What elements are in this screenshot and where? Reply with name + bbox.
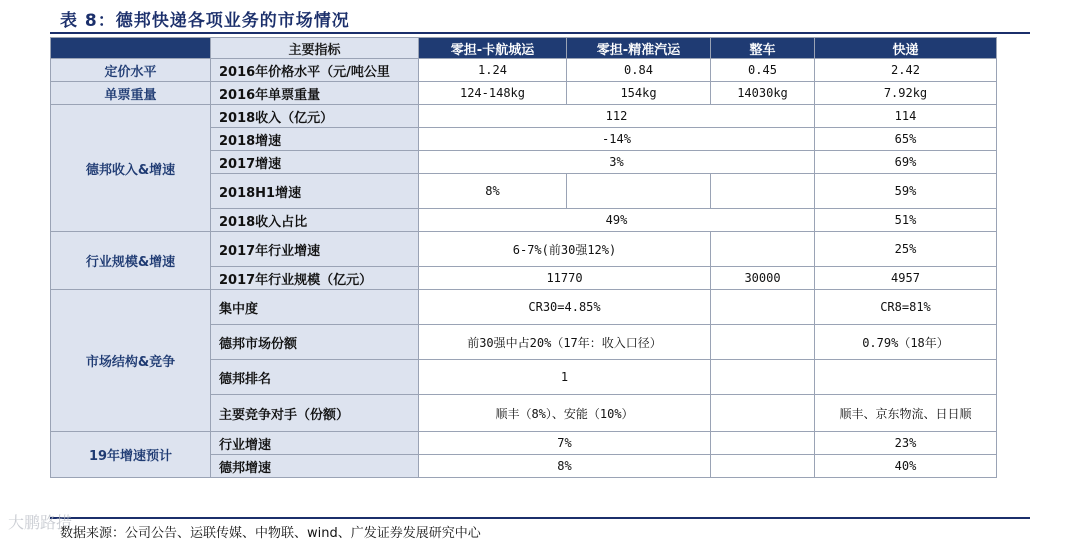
header-col2: 零担-精准汽运 [567, 38, 711, 59]
page-title: 表 8：德邦快递各项业务的市场情况 [60, 11, 350, 31]
table-row [51, 82, 997, 105]
watermark: 大鹏路措 [8, 513, 73, 532]
table-row [51, 290, 997, 325]
metric-weight: 2016年单票重量 [211, 82, 419, 105]
header-col4: 快递 [815, 38, 997, 59]
metric-debang-forecast: 德邦增速 [211, 455, 419, 478]
cell: 7% [419, 432, 711, 455]
header-blank-cell [51, 38, 211, 59]
cell: 114 [815, 105, 997, 128]
cell: 30000 [711, 267, 815, 290]
cell [711, 325, 815, 360]
cell: CR30=4.85% [419, 290, 711, 325]
cell: 1.24 [419, 59, 567, 82]
metric-rank: 德邦排名 [211, 360, 419, 395]
cell: 124-148kg [419, 82, 567, 105]
table-header-row [51, 38, 997, 59]
category-industry: 行业规模&增速 [51, 232, 211, 290]
cell: 25% [815, 232, 997, 267]
table-row [51, 232, 997, 267]
cell: 顺丰（8%）、安能（10%） [419, 395, 711, 432]
cell: 51% [815, 209, 997, 232]
table-row [51, 432, 997, 455]
category-market: 市场结构&竞争 [51, 290, 211, 432]
cell: 0.45 [711, 59, 815, 82]
cell: 0.79%（18年） [815, 325, 997, 360]
metric-revenue-2018: 2018收入（亿元） [211, 105, 419, 128]
table-row [51, 105, 997, 128]
category-weight: 单票重量 [51, 82, 211, 105]
source-note: 数据来源：公司公告、运联传媒、中物联、wind、广发证券发展研究中心 [60, 526, 481, 541]
metric-competitors: 主要竞争对手（份额） [211, 395, 419, 432]
cell: CR8=81% [815, 290, 997, 325]
title-rule [50, 32, 1030, 34]
footer-rule [50, 517, 1030, 519]
cell: 6-7%(前30强12%) [419, 232, 711, 267]
metric-growth-2018: 2018增速 [211, 128, 419, 151]
cell: 112 [419, 105, 815, 128]
cell [711, 395, 815, 432]
cell: 23% [815, 432, 997, 455]
metric-h1-growth: 2018H1增速 [211, 174, 419, 209]
cell: 69% [815, 151, 997, 174]
header-metric: 主要指标 [211, 38, 419, 59]
cell: 11770 [419, 267, 711, 290]
cell: 49% [419, 209, 815, 232]
cell: 8% [419, 455, 711, 478]
category-revenue: 德邦收入&增速 [51, 105, 211, 232]
cell: 14030kg [711, 82, 815, 105]
table-row [51, 59, 997, 82]
metric-market-share: 德邦市场份额 [211, 325, 419, 360]
cell [711, 455, 815, 478]
cell: 2.42 [815, 59, 997, 82]
header-col3: 整车 [711, 38, 815, 59]
cell [711, 432, 815, 455]
metric-revenue-share: 2018收入占比 [211, 209, 419, 232]
metric-growth-2017: 2017增速 [211, 151, 419, 174]
cell [711, 360, 815, 395]
metric-concentration: 集中度 [211, 290, 419, 325]
cell [711, 232, 815, 267]
cell: -14% [419, 128, 815, 151]
cell: 3% [419, 151, 815, 174]
metric-industry-growth: 2017年行业增速 [211, 232, 419, 267]
market-table [50, 37, 997, 478]
cell: 8% [419, 174, 567, 209]
cell: 154kg [567, 82, 711, 105]
cell: 59% [815, 174, 997, 209]
metric-price: 2016年价格水平（元/吨公里 [211, 59, 419, 82]
category-pricing: 定价水平 [51, 59, 211, 82]
cell: 顺丰、京东物流、日日顺 [815, 395, 997, 432]
cell [815, 360, 997, 395]
cell: 0.84 [567, 59, 711, 82]
cell: 40% [815, 455, 997, 478]
cell [567, 174, 711, 209]
cell: 4957 [815, 267, 997, 290]
cell: 7.92kg [815, 82, 997, 105]
header-col1: 零担-卡航城运 [419, 38, 567, 59]
cell [711, 290, 815, 325]
cell: 1 [419, 360, 711, 395]
cell [711, 174, 815, 209]
cell: 65% [815, 128, 997, 151]
metric-industry-forecast: 行业增速 [211, 432, 419, 455]
category-forecast: 19年增速预计 [51, 432, 211, 478]
metric-industry-size: 2017年行业规模（亿元） [211, 267, 419, 290]
cell: 前30强中占20%（17年：收入口径） [419, 325, 711, 360]
